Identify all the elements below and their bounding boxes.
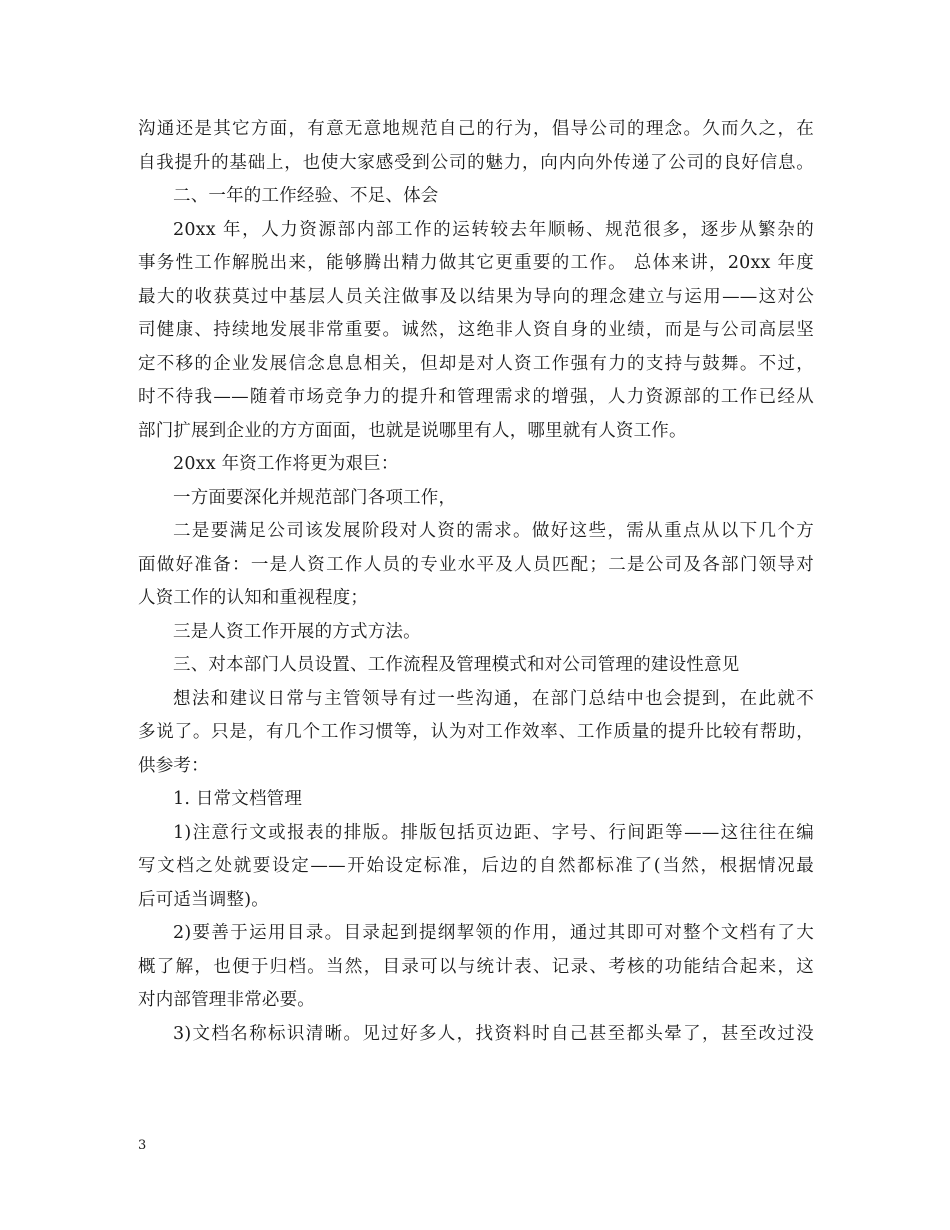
text-line: 自我提升的基础上，也使大家感受到公司的魅力，向内向外传递了公司的良好信息。 [138,152,814,173]
text-line: 20xx 年，人力资源部内部工作的运转较去年顺畅、规范很多，逐步从繁杂的 [173,219,814,240]
text-line: 供参考： [138,755,209,776]
text-line: 写文档之处就要设定——开始设定标准，后边的自然都标准了(当然，根据情况最 [138,856,814,876]
text-line: 人资工作的认知和重视程度； [138,588,369,608]
text-line: 二是要满足公司该发展阶段对人资的需求。做好这些，需从重点从以下几个方 [173,521,814,541]
text-line: 面做好准备：一是人资工作人员的专业水平及人员匹配；二是公司及各部门领导对 [138,554,814,575]
text-line: 后可适当调整)。 [138,889,269,910]
subsection-heading: 1. 日常文档管理 [173,789,303,809]
text-line: 三是人资工作开展的方式方法。 [173,621,421,642]
text-line: 想法和建议日常与主管领导有过一些沟通，在部门总结中也会提到，在此就不 [173,688,814,709]
text-line: 定不移的企业发展信念息息相关，但却是对人资工作强有力的支持与鼓舞。不过， [138,353,814,374]
body-text [138,113,814,1051]
page-number: 3 [138,1138,147,1153]
text-line: 2)要善于运用目录。目录起到提纲挈领的作用，通过其即可对整个文档有了大 [173,923,814,943]
text-line: 3)文档名称标识清晰。见过好多人，找资料时自己甚至都头晕了，甚至改过没 [173,1023,814,1044]
section-heading: 二、一年的工作经验、不足、体会 [173,186,439,206]
text-line: 对内部管理非常必要。 [138,990,315,1010]
text-line: 20xx 年资工作将更为艰巨： [173,454,399,474]
text-line: 一方面要深化并规范部门各项工作， [173,487,457,508]
text-line: 多说了。只是，有几个工作习惯等，认为对工作效率、工作质量的提升比较有帮助， [138,722,814,742]
text-line: 最大的收获莫过中基层人员关注做事及以结果为导向的理念建立与运用——这对公 [138,286,814,307]
text-line: 部门扩展到企业的方方面面，也就是说哪里有人，哪里就有人资工作。 [138,420,687,441]
text-line: 司健康、持续地发展非常重要。诚然，这绝非人资自身的业绩，而是与公司高层坚 [138,320,814,340]
section-heading: 三、对本部门人员设置、工作流程及管理模式和对公司管理的建设性意见 [173,655,740,675]
text-line: 事务性工作解脱出来，能够腾出精力做其它更重要的工作。 总体来讲，20xx 年度 [138,253,814,273]
text-line: 沟通还是其它方面，有意无意地规范自己的行为，倡导公司的理念。久而久之，在 [138,119,814,139]
text-line: 1)注意行文或报表的排版。排版包括页边距、字号、行间距等——这往往在编 [173,822,814,843]
text-line: 时不待我——随着市场竞争力的提升和管理需求的增强，人力资源部的工作已经从 [138,387,814,407]
text-line: 概了解，也便于归档。当然，目录可以与统计表、记录、考核的功能结合起来，这 [138,956,814,977]
